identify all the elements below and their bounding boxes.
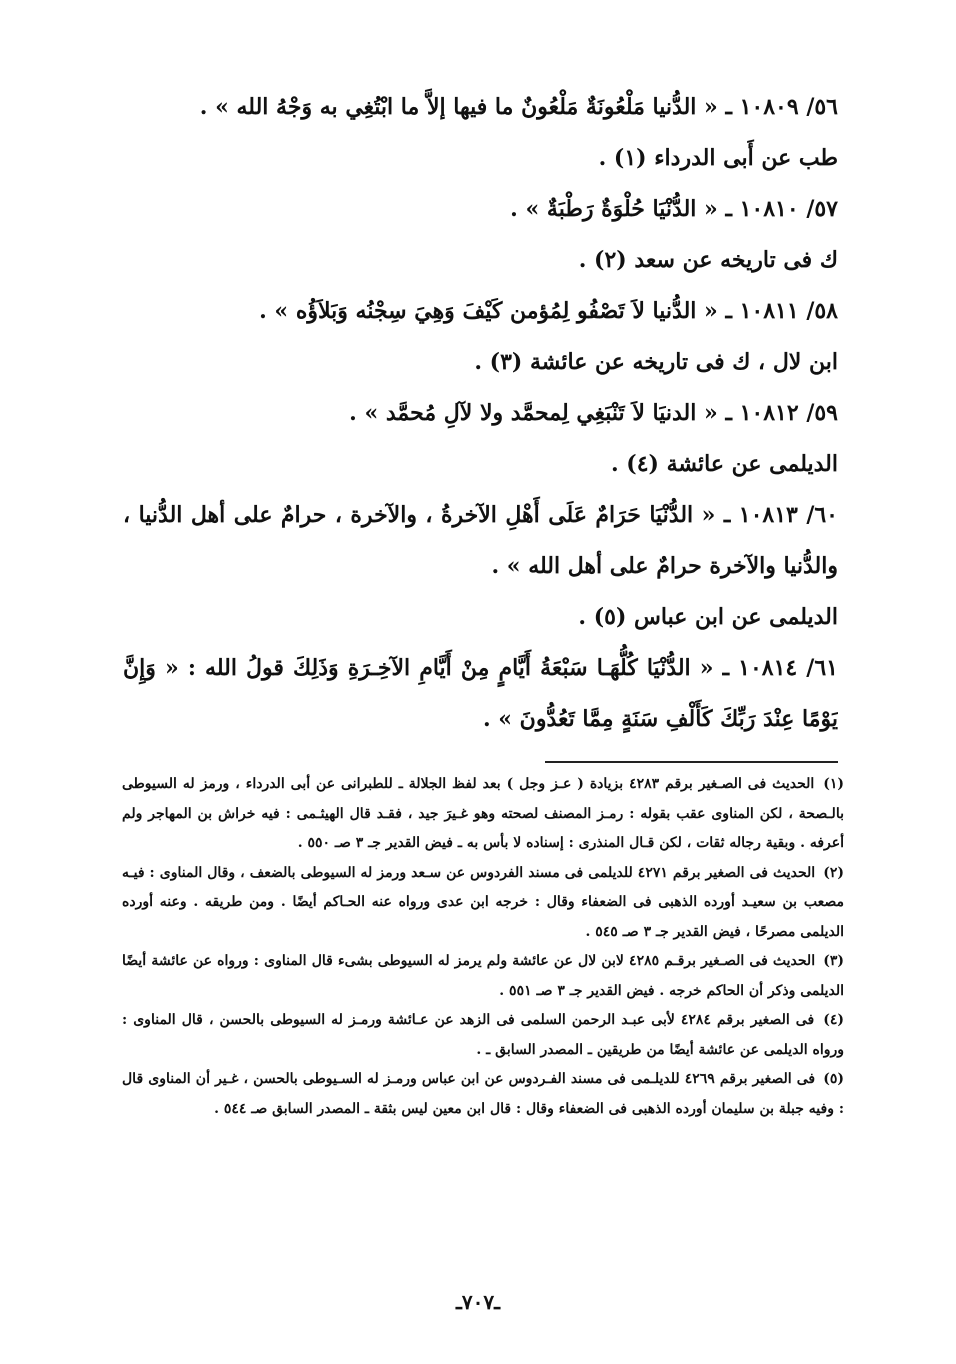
footnote-mark: (١) [823,776,845,792]
footnote-mark: (٤) [823,1012,844,1028]
footnote-text: الحديث فى الصـغير برقم ٤٢٨٣ بزيادة ( عـز وجل ) بعد لفظ الجلالة ـ للطبرانى عن أبى الدرداء ، ورمز له السيوطى بالـصحة ، لكن المناوى عقب بقوله : رمـز المصنف لصحته وهو غـيرَ جيد ، فقـد قال الهيثـمى : فيه خراش بن المهاجر ولم أعرفه . وبقية رجاله ثقات ، لكن قـال المنذرى : إسناده لا بأس به ـ فيض القدير جـ ٣ صـ ٥٥٠ . [122,776,844,851]
footnote-separator [545,761,838,763]
hadith-60-text: ٦٠/ ١٠٨١٣ ـ « الدُّنْيَا حَرَامٌ عَلَى أَهْلِ الآخرةُ ، والآخرة ، حرامٌ على أهل الدُّنيا ، والدُّنيا والآخرة حرامٌ على أهل الله » . [123,502,838,579]
hadith-60-source: الديلمى عن ابن عباس (٥) . [578,604,838,630]
hadith-59-text: ٥٩/ ١٠٨١٢ ـ « الدنيَا لاَ تَنْبَغِي لِمحمَّد ولا لآلِ مُحمَّد » . [349,400,838,426]
footnote-mark: (٢) [823,864,845,881]
hadith-56-text: ٥٦/ ١٠٨٠٩ ـ « الدُّنيا مَلْعُونَةٌ مَلْعُونٌ ما فيها إلاَّ ما ابْتُغِي به وَجْهُ الله » . [199,94,838,120]
footnote-5 [122,1065,844,1124]
hadith-58-text: ٥٨/ ١٠٨١١ ـ « الدُّنيا لاَ تَصْفُو لِمُؤمن كَيْفَ وَهِيَ سِجْنُه وَبَلاَؤُه » . [259,298,838,324]
footnote-3 [122,947,844,1006]
hadith-58-source: ابن لال ، ك فى تاريخه عن عائشة (٣) . [474,349,838,375]
hadith-list [123,82,838,745]
footnote-mark: (٥) [823,1071,844,1087]
footnote-4 [122,1006,844,1065]
footnote-text: فى الصغير برقم ٤٢٦٩ للديلـمى فى مسند الفـردوس عن ابن عباس ورمـز له السـيوطى بالحسن ، غـير أن المناوى قال : وفيه جبلة بن سليمان أورده الذهبى فى الضعفاء وقال : قال ابن معين ليس بثقة ـ المصدر السابق صـ ٥٤٤ . [122,1071,844,1117]
footnote-1 [122,770,844,859]
footnotes [122,770,844,1124]
hadith-57-source: ك فى تاريخه عن سعد (٢) . [578,247,838,273]
footnote-text: الحديث فى الصغير برقم ٤٢٧١ للديلمى فى مسند الفردوس عن سـعد ورمز له السيوطى بالضعف ، وقال المناوى : فيـه مصعب بن سعيـد أورده الذهبى فى الضعفاء وقال : خرجه ابن عدى ورواه عنه الحـاكم أيضًا . ومن طريقه . وعنه أورده الديلمى مصرحًا ، فيض القدير جـ ٣ صـ ٥٤٥ . [122,864,844,940]
hadith-57-text: ٥٧/ ١٠٨١٠ ـ « الدُّنْيَا حُلْوَةٌ رَطْبَةٌ » . [510,196,838,222]
hadith-61-text: ٦١/ ١٠٨١٤ ـ « الدُّنْيَا كُلُّهَـا سَبْعَةُ أَيَّامٍ مِنْ أَيَّامِ الآخِـرَةِ وَذَلِكَ قولُ الله : « وَإِنَّ يَوْمًا عِنْدَ رَبِّكَ كَأَلْفِ سَنَةٍ مِمَّا تَعُدُّونَ » . [123,655,838,732]
footnote-2 [122,859,844,948]
footnote-text: فى الصغير برقم ٤٢٨٤ لأبى عبـد الرحمن السلمى فى الزهد عن عـائشة ورمـز له السيوطى بالحسن ، قال المناوى : ورواه الديلمى عن عائشة أيضًا من طريقين ـ المصدر السابق ـ . [122,1012,844,1058]
page-number: ـ٧٠٧ـ [456,1290,500,1314]
hadith-56-source: طب عن أَبى الدرداء (١) . [598,145,838,171]
footnote-text: الحديث فى الصـغير برقـم ٤٢٨٥ لابن لال عن عائشة ولم يرمز له السيوطى بشىء قال المناوى : ورواه عن عائشة أيضًا الديلمى وذكر أن الحاكم خرجه . فيض القدير جـ ٣ صـ ٥٥١ . [122,953,844,999]
hadith-59-source: الديلمى عن عائشة (٤) . [610,451,838,477]
footnote-mark: (٣) [823,953,845,969]
